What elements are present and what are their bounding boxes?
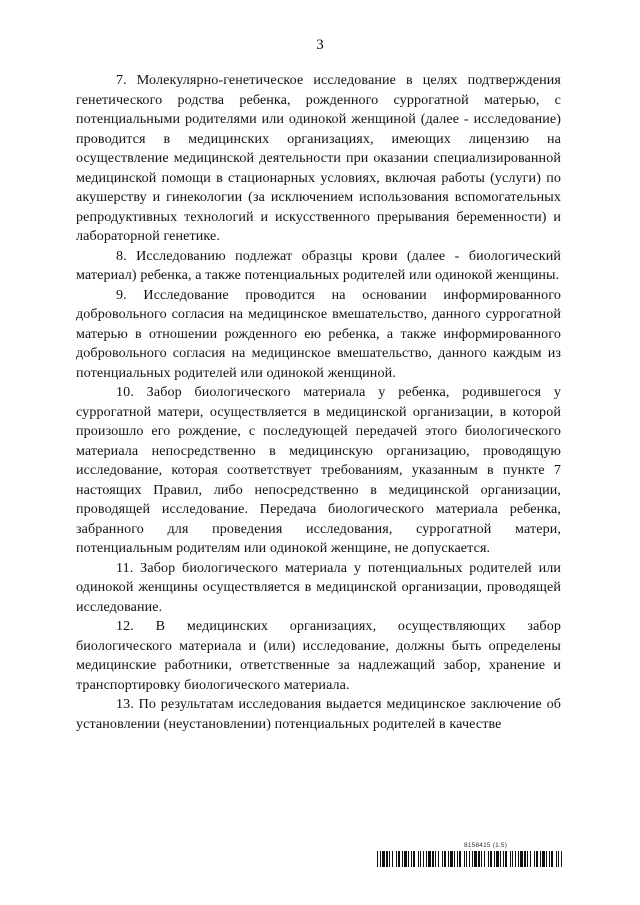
paragraph-9: 9. Исследование проводится на основании информированного добровольного согласия на медицинское вмешательство, данного суррогатной матерью в отношении рожденного ею ребенка, а также информированного добровольного согласия на медицинское вмешательство, данного каждым из потенциальных родителей или одинокой женщиной. <box>76 286 561 381</box>
page-number: 3 <box>316 37 324 53</box>
barcode-icon <box>377 851 564 867</box>
paragraph-11: 11. Забор биологического материала у потенциальных родителей или одинокой женщины осуществляется в медицинской организации, проводящей исследование. <box>76 559 561 615</box>
document-code: 8158415 (1.5) <box>464 842 508 849</box>
paragraph-12: 12. В медицинских организациях, осуществляющих забор биологического материала и (или) исследование, должны быть определены медицинские работники, ответственные за надлежащий забор, хранение и транспортировку биологического материала. <box>76 618 561 693</box>
document-body <box>76 71 561 734</box>
paragraph-7: 7. Молекулярно-генетическое исследование в целях подтверждения генетического родства ребенка, рожденного суррогатной матерью, с потенциальными родителями или одинокой женщиной (далее - исследование) проводится в медицинских организациях, имеющих лицензию на осуществление медицинской деятельности при оказании специализированной медицинской помощи в стационарных условиях, включая работы (услуги) по акушерству и гинекологии (за исключением использования вспомогательных репродуктивных технологий и искусственного прерывания беременности) и лабораторной генетике. <box>76 72 561 244</box>
paragraph-8: 8. Исследованию подлежат образцы крови (далее - биологический материал) ребенка, а также потенциальных родителей или одинокой женщины. <box>76 247 561 283</box>
paragraph-13: 13. По результатам исследования выдается медицинское заключение об установлении (неустановлении) потенциальных родителей в качестве <box>76 696 561 732</box>
paragraph-10: 10. Забор биологического материала у ребенка, родившегося у суррогатной матери, осуществляется в медицинской организации, в которой произошло его рождение, с последующей передачей этого биологического материала непосредственно в медицинскую организацию, проводящую исследование, которая соответствует требованиям, указанным в пункте 7 настоящих Правил, либо непосредственно в медицинской организации, проводящей исследование. Передача биологического материала ребенка, забранного для проведения исследования, суррогатной матери, потенциальным родителям или одинокой женщине, не допускается. <box>76 384 561 556</box>
